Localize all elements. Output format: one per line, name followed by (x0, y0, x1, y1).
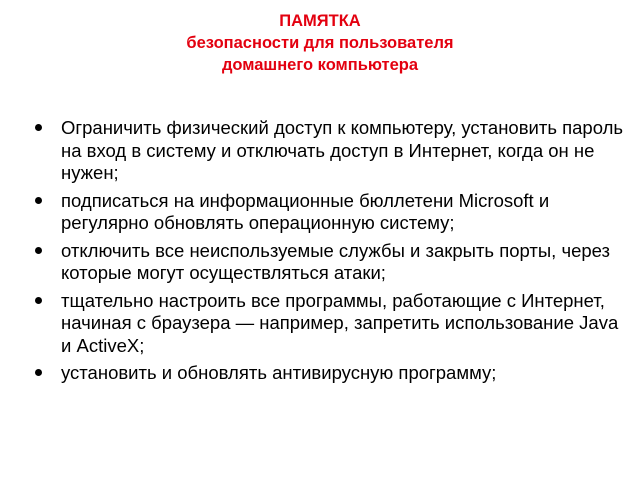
slide-title (0, 10, 640, 76)
list-item-text: отключить все неиспользуемые службы и закрыть порты, через которые могут осуществляться атаки; (61, 239, 611, 283)
title-line-3: домашнего компьютера (221, 56, 419, 74)
title-line-1: ПАМЯТКА (279, 12, 361, 30)
bullet-icon (35, 124, 42, 131)
list-item-text: установить и обновлять антивирусную программу; (61, 362, 497, 383)
list-item (34, 117, 624, 185)
list-item (34, 290, 624, 358)
bullet-icon (35, 197, 42, 204)
bullet-list (34, 117, 624, 390)
list-item (34, 362, 624, 385)
title-line-2: безопасности для пользователя (186, 34, 454, 52)
list-item (34, 190, 624, 235)
list-item-text: Ограничить физический доступ к компьютеру, установить пароль на вход в систему и отключать доступ в Интернет, когда он не нужен; (61, 117, 624, 183)
bullet-icon (35, 247, 42, 254)
list-item-text: подписаться на информационные бюллетени Microsoft и регулярно обновлять операционную систему; (61, 189, 550, 233)
list-item-text: тщательно настроить все программы, работающие с Интернет, начиная с браузера — например, запретить использование Java и ActiveX; (61, 289, 619, 356)
list-item (34, 240, 624, 285)
bullet-icon (35, 369, 42, 376)
bullet-icon (35, 297, 42, 304)
